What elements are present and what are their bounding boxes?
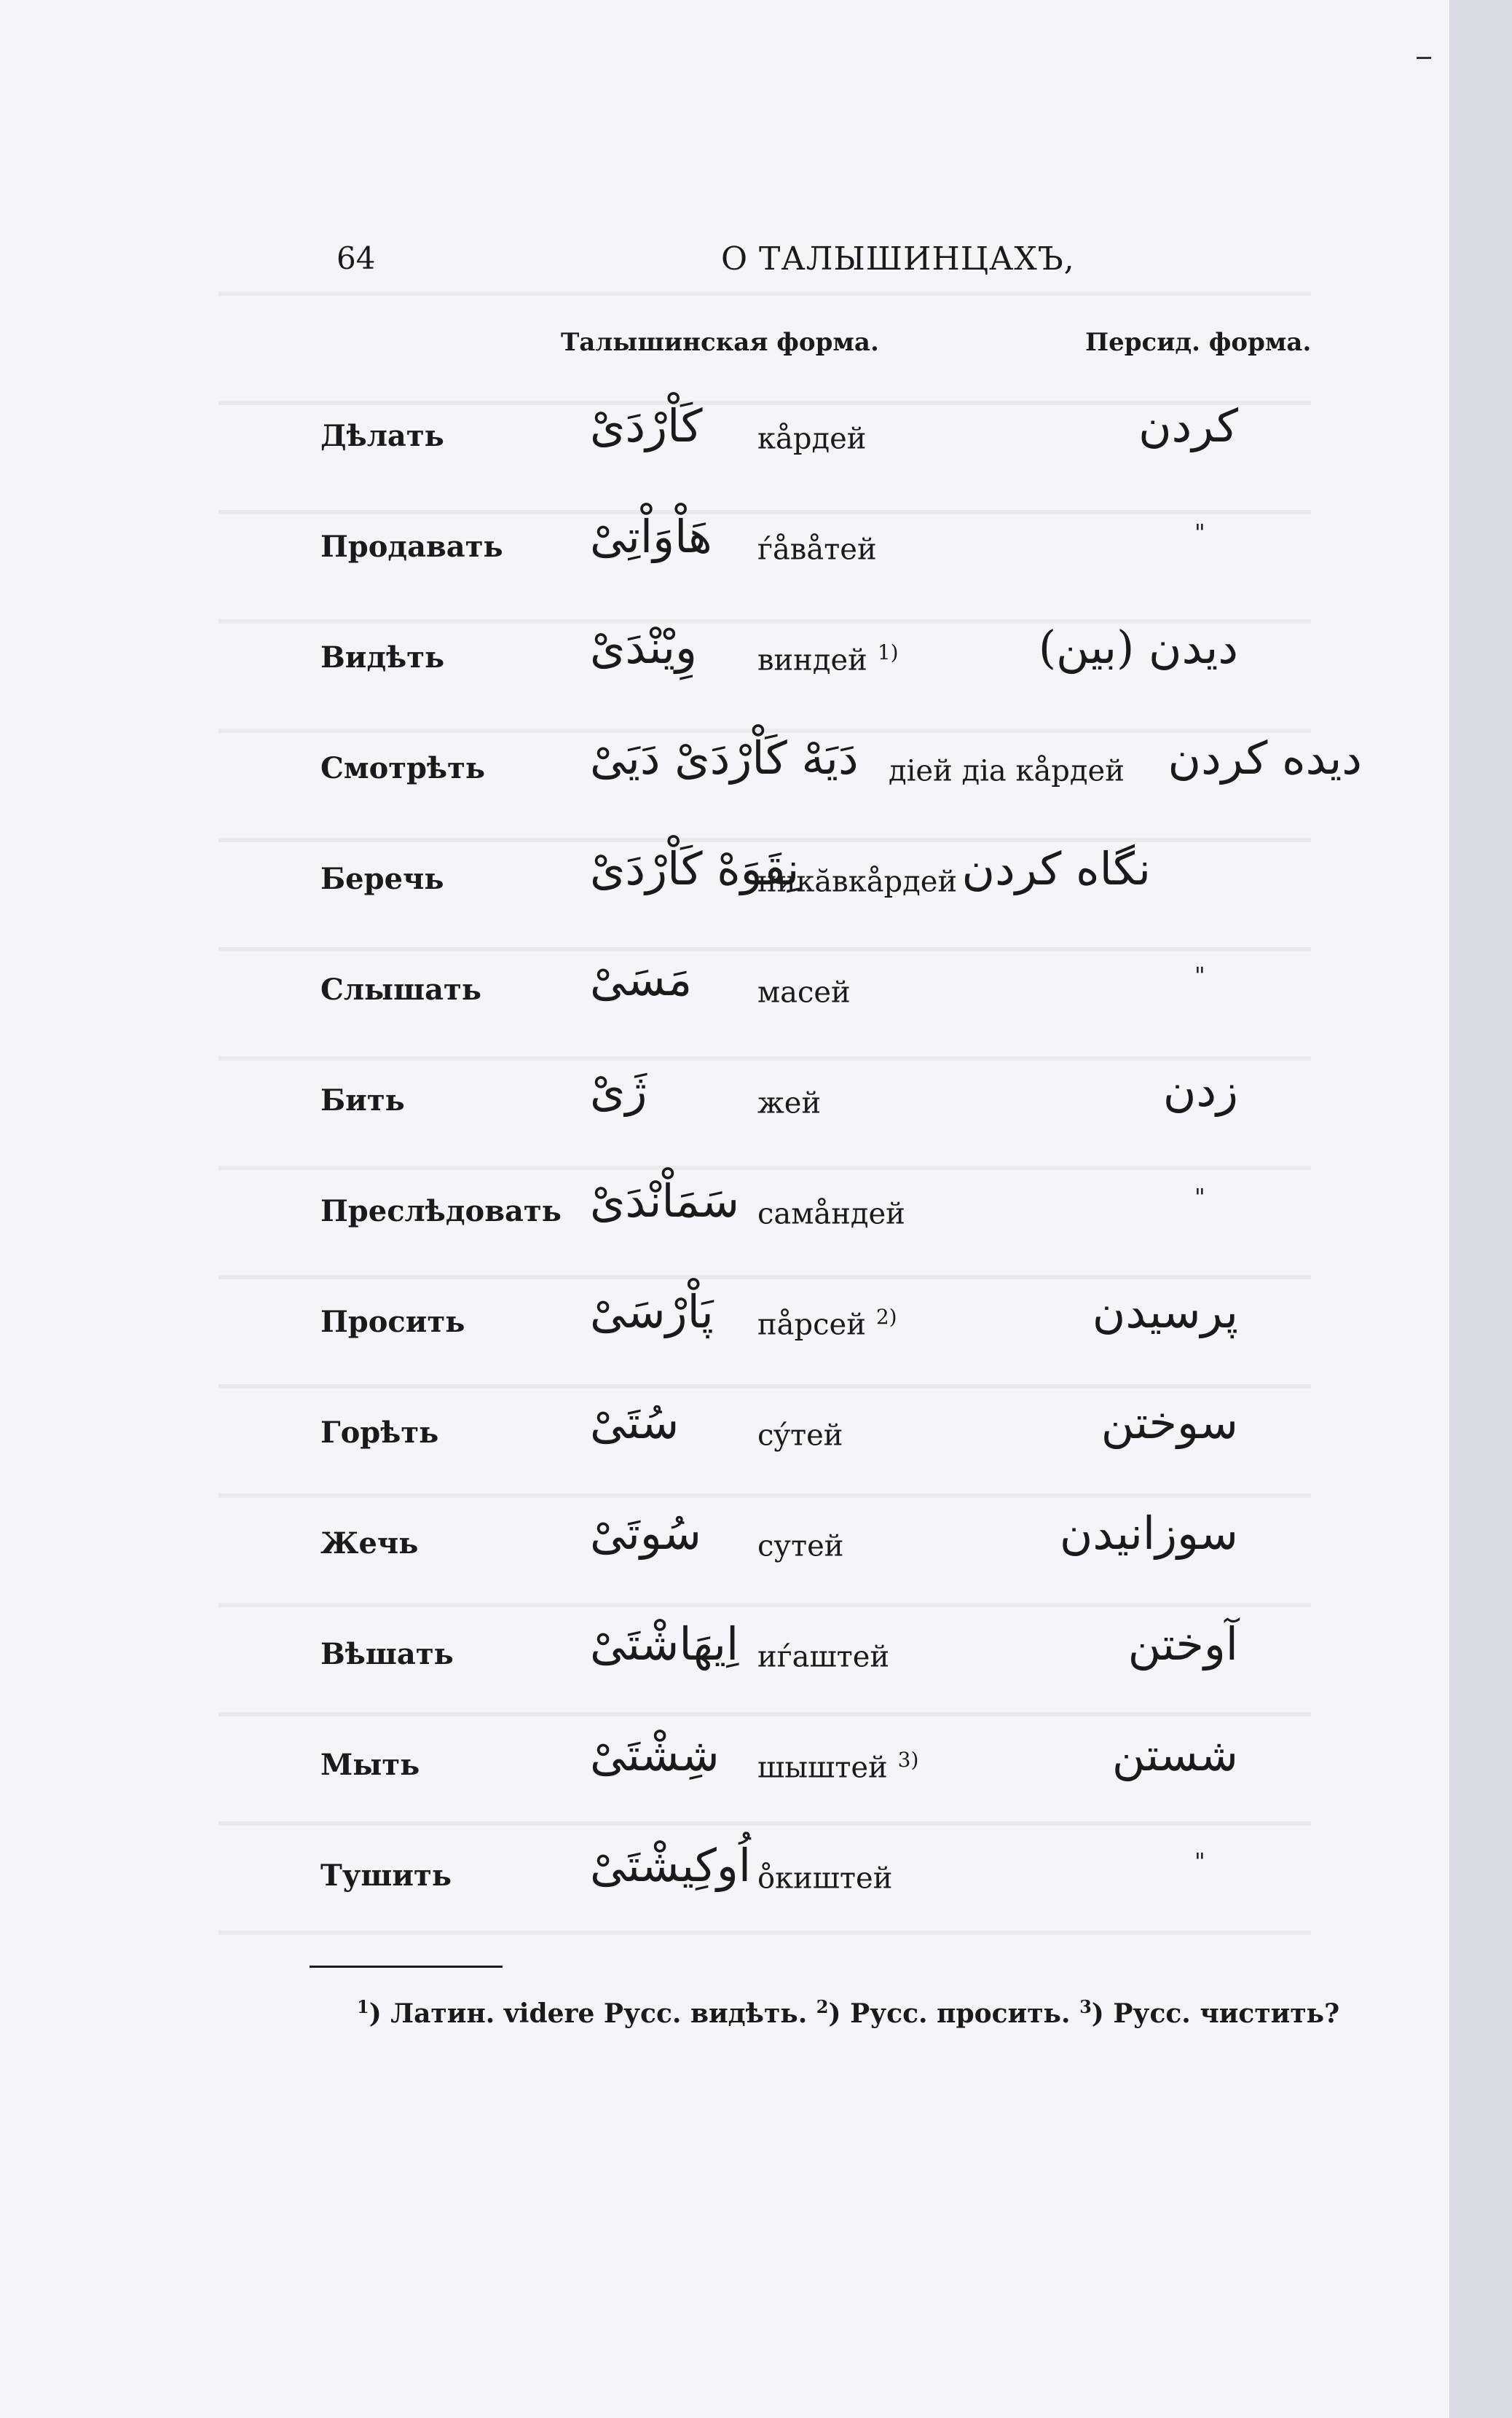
running-title: О ТАЛЫШИНЦАХЪ, [721, 240, 1075, 278]
russian-word: Дѣлать [320, 419, 444, 453]
talysh-script: شِشْتَیْ [590, 1728, 720, 1781]
talysh-script: دَیَهْ کَاْرْدَیْ دَیَیْ [590, 731, 859, 785]
transliteration-text: сýтей [757, 1418, 843, 1453]
talysh-script: سَمَاْنْدَیْ [590, 1174, 740, 1228]
transliteration-text: масей [757, 976, 851, 1010]
persian-form: کردن [1138, 399, 1238, 452]
transliteration-text: ѓа̊ва̊тей [757, 533, 877, 567]
vocab-row [0, 718, 1449, 829]
footnote-marker: 1) [877, 640, 899, 664]
transliteration [757, 1416, 853, 1452]
vocab-row [0, 1715, 1449, 1826]
transliteration-text: иѓаштей [757, 1640, 890, 1674]
russian-word: Просить [320, 1305, 465, 1339]
footnote-number: 2 [816, 1996, 829, 2017]
transliteration-text: діей діа ка̊рдей [889, 754, 1125, 788]
footnote-divider [310, 1966, 503, 1968]
vocab-row [0, 1161, 1449, 1272]
vocab-row [0, 386, 1449, 497]
vocab-row [0, 497, 1449, 608]
transliteration [757, 1194, 916, 1230]
persian-form: آوختن [1127, 1617, 1238, 1671]
transliteration-text: сутей [757, 1529, 844, 1563]
persian-form: سوختن [1100, 1396, 1238, 1449]
footnote-3: ) Русс. чистить? [1091, 1998, 1340, 2029]
talysh-script: اِیهَاشْتَیْ [590, 1617, 739, 1671]
talysh-script: کَاْرْدَیْ [590, 399, 703, 452]
vocab-row [0, 1826, 1449, 1936]
column-headers [0, 328, 1449, 364]
footnote-number: 1 [357, 1996, 369, 2017]
column-header-persian: Персид. форма. [1085, 328, 1312, 357]
transliteration [757, 1526, 854, 1563]
page-number: 64 [336, 240, 376, 276]
talysh-script: اُوکِیشْتَیْ [590, 1839, 752, 1892]
transliteration [757, 640, 899, 677]
margin-mark [1417, 57, 1431, 59]
transliteration [889, 751, 1135, 788]
vocab-row [0, 1493, 1449, 1604]
persian-form: دیده کردن [1168, 731, 1362, 785]
russian-word: Слышать [320, 973, 481, 1007]
transliteration [757, 1083, 831, 1120]
vocabulary-list [0, 386, 1449, 1936]
transliteration-text: о̊киштей [757, 1861, 893, 1896]
russian-word: Вѣшать [320, 1637, 454, 1671]
vocab-row [0, 1051, 1449, 1161]
transliteration-text: жей [757, 1086, 822, 1120]
transliteration [757, 1858, 902, 1895]
vocab-row [0, 1272, 1449, 1383]
column-header-talysh: Талышинская форма. [561, 328, 879, 357]
persian-ditto-mark: " [1194, 1183, 1205, 1211]
transliteration-text: виндей [757, 643, 867, 678]
transliteration [757, 530, 887, 566]
footnote-marker: 2) [875, 1305, 897, 1329]
persian-form: شستن [1111, 1728, 1238, 1781]
footnote-1: ) Латин. videre Русс. видѣть. [369, 1998, 808, 2029]
scan-edge [1449, 0, 1512, 2418]
talysh-script: هَاْوَاْتِیْ [590, 510, 712, 563]
transliteration [757, 1305, 897, 1341]
talysh-script: وِیْنْدَیْ [590, 621, 697, 674]
talysh-script: نِقَوَهْ کَاْرْدَیْ [590, 842, 800, 895]
transliteration [757, 973, 861, 1009]
transliteration [757, 1637, 899, 1673]
transliteration-text: шыштей [757, 1751, 888, 1785]
russian-word: Жечь [320, 1526, 419, 1561]
vocab-row [0, 829, 1449, 940]
transliteration [757, 1748, 918, 1784]
russian-word: Смотрѣть [320, 751, 486, 785]
persian-form: نگاه کردن [961, 842, 1151, 895]
russian-word: Мыть [320, 1748, 420, 1782]
footnote-2: ) Русс. просить. [828, 1998, 1071, 2029]
footnote-number: 3 [1079, 1996, 1092, 2017]
talysh-script: مَسَیْ [590, 953, 693, 1006]
transliteration-text: сама̊ндей [757, 1197, 905, 1231]
russian-word: Преслѣдовать [320, 1194, 562, 1228]
transliteration-text: никӑвка̊рдей [757, 865, 958, 899]
footnote-marker: 3) [897, 1748, 919, 1772]
transliteration-text: ка̊рдей [757, 422, 867, 456]
russian-word: Видѣть [320, 640, 445, 675]
vocab-row [0, 608, 1449, 718]
vocab-row [0, 1383, 1449, 1493]
persian-form: سوزانیدن [1059, 1507, 1238, 1560]
vocab-row [0, 1604, 1449, 1715]
page-header [0, 240, 1449, 284]
russian-word: Горѣть [320, 1416, 439, 1450]
persian-ditto-mark: " [1194, 519, 1205, 546]
persian-ditto-mark: " [1194, 962, 1205, 989]
transliteration-text: па̊рсей [757, 1308, 866, 1342]
talysh-script: سُوتَیْ [590, 1507, 701, 1560]
russian-word: Тушить [320, 1858, 452, 1893]
persian-form: دیدن (بین) [1038, 621, 1238, 674]
vocab-row [0, 940, 1449, 1051]
russian-word: Продавать [320, 530, 503, 564]
transliteration [757, 419, 876, 455]
footnotes [357, 1996, 1339, 2029]
persian-form: زدن [1162, 1064, 1238, 1117]
persian-ditto-mark: " [1194, 1848, 1205, 1875]
talysh-script: سُتَیْ [590, 1396, 680, 1449]
talysh-script: ژَیْ [590, 1064, 647, 1117]
talysh-script: پَاْرْسَیْ [590, 1285, 714, 1338]
transliteration [757, 862, 967, 898]
russian-word: Беречь [320, 862, 444, 896]
persian-form: پرسیدن [1092, 1285, 1238, 1338]
russian-word: Бить [320, 1083, 405, 1118]
